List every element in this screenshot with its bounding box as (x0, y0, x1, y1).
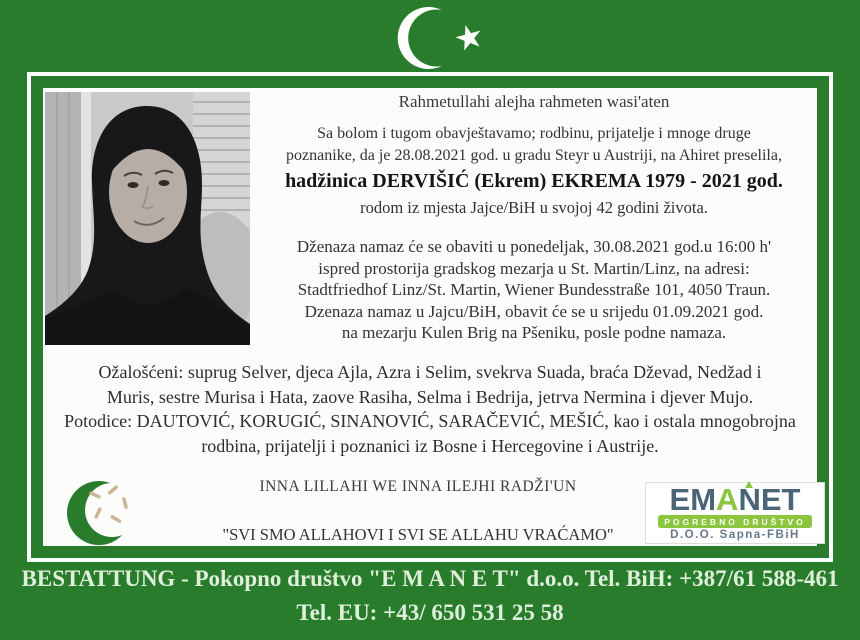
funeral-line: na mezarju Kulen Brig na Pšeniku, posle podne namaza. (341, 323, 727, 342)
funeral-line: ispred prostorija gradskog mezarja u St. Martin/Linz, na adresi: (318, 258, 750, 278)
prayer-text: INNA LILLAHI WE INNA ILEJHI RADŽI'UN (259, 478, 577, 495)
birthplace-text: rodom iz mjesta Jajce/BiH u svojoj 42 godini života. (360, 198, 708, 217)
deceased-name: hadžinica DERVIŠIĆ (Ekrem) EKREMA 1979 - 2021 god. (285, 170, 783, 192)
funeral-line: Dzenaza namaz u Jajcu/BiH, obavit će se u srijedu 01.09.2021 god. (304, 301, 764, 321)
emanet-wordmark-suffix: NET (738, 481, 801, 517)
footer-contact-line1: BESTATTUNG - Pokopno društvo "E M A N E T" d.o.o. Tel. BiH: +387/61 588-461 (21, 566, 839, 591)
footer-contact-line2: Tel. EU: +43/ 650 531 25 58 (296, 600, 564, 625)
intro-line: Sa bolom i tugom obavještavamo; rodbinu, prijatelje i mnoge druge (317, 125, 751, 142)
crescent-and-star-icon (0, 0, 860, 80)
emanet-triangle-mark-icon (745, 481, 753, 488)
mourners-line: rodbina, prijatelji i poznanici iz Bosne i Hercegovine i Austrije. (201, 435, 659, 456)
mourners-line: Potodice: DAUTOVIĆ, KORUGIĆ, SINANOVIĆ, SARAČEVIĆ, MEŠIĆ, kao i ostala mnogobrojna (64, 411, 796, 431)
emanet-wordmark (669, 481, 801, 517)
intro-paragraph (251, 123, 817, 167)
funeral-details (251, 236, 817, 344)
emanet-logo (645, 482, 825, 544)
obituary-card (43, 88, 817, 546)
emanet-wordmark-a: A (716, 481, 739, 517)
portrait-illustration (45, 92, 250, 345)
quote-text: "SVI SMO ALLAHOVI I SVI SE ALLAHU VRAĆAMO" (222, 525, 614, 544)
crescent-and-lilies-icon (57, 466, 157, 556)
basmala-text: Rahmetullahi alejha rahmeten wasi'aten (398, 92, 670, 111)
mourners-line: Muris, sestre Murisa i Hata, zaove Rasiha, Selma i Bedrija, jetrva Nermina i djever Mujo. (106, 386, 754, 407)
emanet-tagline: POGREBNO DRUŠTVO (658, 515, 812, 528)
funeral-line: Dženaza namaz će se obaviti u ponedeljak, 30.08.2021 god.u 16:00 h' (296, 237, 772, 256)
mourners-line: Ožalošćeni: suprug Selver, djeca Ajla, Azra i Selim, svekrva Suada, braća Dževad, Nedžad i (98, 362, 762, 382)
funeral-line: Stadtfriedhof Linz/St. Martin, Wiener Bundesstraße 101, 4050 Traun. (297, 280, 771, 299)
emanet-wordmark-prefix: EM (669, 481, 717, 517)
intro-line: poznanike, da je 28.08.2021 god. u gradu Steyr u Austriji, na Ahiret preselila, (286, 147, 782, 164)
mourners-paragraph (51, 360, 809, 458)
portrait-photo (45, 92, 250, 345)
emanet-subtitle: D.O.O. Sapna-FBiH (670, 528, 800, 541)
